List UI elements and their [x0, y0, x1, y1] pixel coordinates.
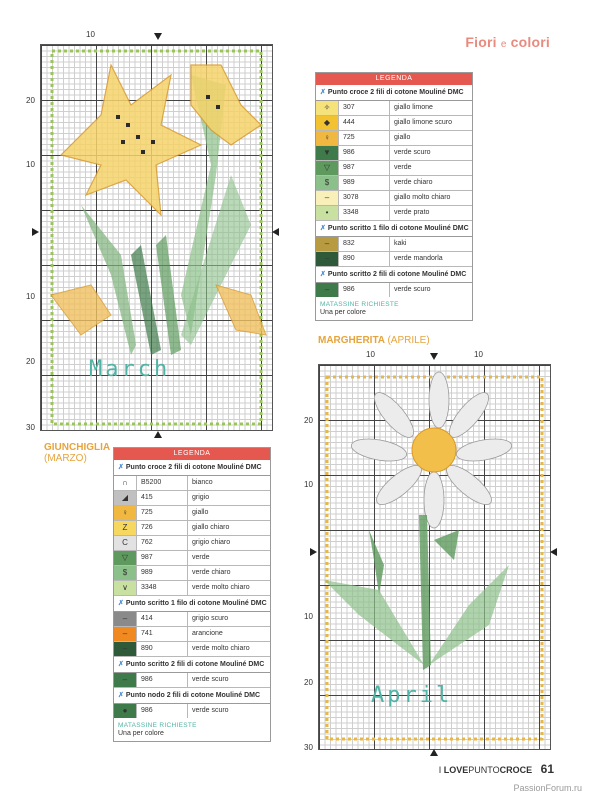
section-title-and: e	[500, 39, 507, 50]
legend-note-label: MATASSINE RICHIESTE	[320, 301, 399, 308]
legend-section-title	[316, 221, 472, 237]
legend-color-name: verde	[394, 164, 412, 171]
legend-symbol: $	[114, 566, 137, 580]
legend-section-label: Punto croce 2 fili di cotone Mouliné DMC	[125, 464, 262, 471]
legend-thread-code: 986	[137, 704, 188, 718]
legend-symbol: ◢	[114, 491, 137, 505]
section-title-part: colori	[510, 34, 550, 50]
legend-row	[114, 521, 270, 536]
chart1-left-label: 10	[26, 160, 35, 169]
chart1-center-arrow-bottom	[154, 431, 162, 438]
page-number: 61	[540, 762, 554, 776]
legend-section-title	[114, 688, 270, 704]
legend-thread-code: 987	[137, 551, 188, 565]
chart1-left-label: 30	[26, 423, 35, 432]
footer-brand: PUNTO	[468, 765, 500, 775]
legend-section-title	[114, 460, 270, 476]
legend-daisy	[113, 447, 271, 742]
footer-brand: CROCE	[499, 765, 533, 775]
chart2-title	[318, 335, 430, 346]
footer-brand: LOVE	[443, 765, 469, 775]
legend-symbol: ▽	[114, 551, 137, 565]
cross-stitch-icon: ✗	[320, 225, 326, 232]
chart2-subtitle: (APRILE)	[387, 335, 430, 346]
legend-row	[114, 476, 270, 491]
small-stem-shape	[369, 530, 384, 595]
daffodil-flower	[61, 65, 201, 215]
legend-thread-code: 725	[137, 506, 188, 520]
chart1-top-label: 10	[86, 30, 95, 39]
legend-row	[114, 566, 270, 581]
chart1-center-arrow-right	[272, 228, 279, 236]
stem-shape	[156, 235, 181, 355]
legend-section-title	[114, 596, 270, 612]
legend-thread-code: 414	[137, 612, 188, 626]
chart1-center-arrow-left	[32, 228, 39, 236]
chart2-left-label: 10	[304, 612, 313, 621]
legend-thread-code: 987	[339, 161, 390, 175]
section-title-part: Fiori	[465, 34, 497, 50]
legend-section-label: Punto scritto 2 fili di cotone Mouliné DMC	[125, 661, 265, 668]
legend-color-name: giallo chiaro	[192, 524, 230, 531]
legend-color-name: verde molto chiaro	[192, 584, 250, 591]
section-title	[465, 34, 550, 50]
cross-stitch-icon: ✗	[320, 271, 326, 278]
legend-note-label: MATASSINE RICHIESTE	[118, 722, 197, 729]
chart1-stitched-word: March	[89, 357, 171, 382]
legend-symbol: C	[114, 536, 137, 550]
legend-color-name: verde scuro	[394, 286, 431, 293]
stem-shape	[419, 515, 431, 670]
leaf-shape	[81, 205, 136, 355]
legend-row	[316, 237, 472, 252]
legend-thread-code: 3348	[339, 206, 390, 220]
legend-thread-code: 832	[339, 237, 390, 251]
legend-note-text: Una per colore	[118, 730, 164, 737]
legend-row	[114, 506, 270, 521]
legend-color-name: giallo	[394, 134, 411, 141]
chart2-stitched-word: April	[371, 683, 453, 708]
daffodil-bud	[216, 285, 266, 335]
legend-symbol: ✧	[316, 101, 339, 115]
legend-row	[114, 581, 270, 596]
legend-thread-code: 989	[339, 176, 390, 190]
legend-header: LEGENDA	[114, 448, 270, 460]
legend-symbol: –	[114, 673, 137, 687]
legend-color-name: kaki	[394, 240, 407, 247]
legend-thread-code: 890	[137, 642, 188, 656]
cross-stitch-icon: ✗	[118, 692, 124, 699]
legend-color-name: verde mandorla	[394, 255, 443, 262]
legend-body	[316, 85, 472, 297]
legend-color-name: giallo limone scuro	[394, 119, 452, 126]
legend-thread-code: 762	[137, 536, 188, 550]
leaf-shape	[324, 580, 424, 665]
legend-color-name: bianco	[192, 479, 213, 486]
legend-section-label: Punto scritto 2 fili di cotone Mouliné DMC	[327, 271, 467, 278]
chart2-center-arrow-right	[550, 548, 557, 556]
legend-row	[316, 146, 472, 161]
legend-symbol: –	[114, 612, 137, 626]
legend-thread-code: 890	[339, 252, 390, 266]
legend-color-name: giallo	[192, 509, 209, 516]
chart1-left-label: 20	[26, 357, 35, 366]
legend-color-name: grigio	[192, 494, 210, 501]
legend-section-label: Punto scritto 1 filo di cotone Mouliné DMC	[125, 600, 267, 607]
chart2-left-label: 20	[304, 416, 313, 425]
stem-shape	[131, 245, 161, 355]
legend-thread-code: 726	[137, 521, 188, 535]
daffodil-bud	[51, 285, 111, 335]
legend-symbol: Z	[114, 521, 137, 535]
legend-color-name: grigio chiaro	[192, 539, 231, 546]
legend-color-name: verde	[192, 554, 210, 561]
cross-stitch-icon: ✗	[118, 661, 124, 668]
cross-stitch-icon: ✗	[320, 89, 326, 96]
legend-section-label: Punto croce 2 fili di cotone Mouliné DMC	[327, 89, 464, 96]
legend-row	[316, 283, 472, 297]
chart2-top-label: 10	[366, 350, 375, 359]
legend-row	[114, 536, 270, 551]
legend-row	[316, 131, 472, 146]
legend-thread-code: 986	[339, 283, 390, 297]
legend-thread-code: 307	[339, 101, 390, 115]
legend-row	[114, 491, 270, 506]
legend-symbol: ●	[114, 704, 137, 718]
legend-color-name: giallo limone	[394, 104, 433, 111]
legend-color-name: verde scuro	[192, 676, 229, 683]
legend-symbol: ♀	[114, 506, 137, 520]
daffodil-flower	[191, 65, 261, 145]
legend-color-name: verde chiaro	[394, 179, 433, 186]
legend-section-title	[114, 657, 270, 673]
chart1-title	[44, 442, 110, 464]
legend-row	[316, 101, 472, 116]
legend-row	[114, 612, 270, 627]
legend-section-title	[316, 85, 472, 101]
legend-color-name: arancione	[192, 630, 223, 637]
bud-leaf-shape	[434, 530, 459, 560]
legend-thread-code: 415	[137, 491, 188, 505]
daisy-center	[412, 428, 456, 472]
chart2-center-arrow-left	[310, 548, 317, 556]
legend-color-name: giallo molto chiaro	[394, 194, 451, 201]
legend-row	[316, 206, 472, 221]
legend-symbol: –	[114, 642, 137, 656]
legend-thread-code: 3078	[339, 191, 390, 205]
chart2-center-arrow-bottom	[430, 749, 438, 756]
legend-color-name: verde scuro	[394, 149, 431, 156]
legend-symbol: •	[316, 206, 339, 220]
legend-daffodil	[315, 72, 473, 321]
legend-row	[316, 116, 472, 131]
legend-thread-code: 989	[137, 566, 188, 580]
chart2-left-label: 30	[304, 743, 313, 752]
watermark: PassionForum.ru	[513, 783, 582, 793]
legend-row	[114, 642, 270, 657]
legend-note-text: Una per colore	[320, 309, 366, 316]
legend-symbol: –	[316, 237, 339, 251]
legend-row	[316, 252, 472, 267]
legend-symbol: –	[316, 252, 339, 266]
legend-thread-code: 986	[339, 146, 390, 160]
legend-color-name: grigio scuro	[192, 615, 229, 622]
chart2-left-label: 10	[304, 480, 313, 489]
legend-row	[316, 161, 472, 176]
legend-body	[114, 460, 270, 718]
legend-color-name: verde molto chiaro	[192, 645, 250, 652]
legend-section-label: Punto nodo 2 fili di cotone Mouliné DMC	[125, 692, 261, 699]
legend-row	[114, 673, 270, 688]
legend-thread-code: B5200	[137, 476, 188, 490]
legend-section-title	[316, 267, 472, 283]
legend-row	[316, 176, 472, 191]
footer-prefix: I	[438, 765, 442, 775]
legend-symbol: –	[114, 627, 137, 641]
legend-symbol: ∨	[114, 581, 137, 595]
legend-row	[114, 704, 270, 718]
legend-symbol: ♀	[316, 131, 339, 145]
leaf-shape	[429, 565, 509, 665]
legend-row	[316, 191, 472, 206]
legend-color-name: verde scuro	[192, 707, 229, 714]
chart1-pattern-grid	[40, 44, 273, 431]
legend-thread-code: 3348	[137, 581, 188, 595]
legend-symbol: $	[316, 176, 339, 190]
legend-symbol: –	[316, 283, 339, 297]
legend-symbol: ∩	[114, 476, 137, 490]
chart2-pattern-grid	[318, 364, 551, 750]
chart1-subtitle: (MARZO)	[44, 453, 87, 464]
legend-header: LEGENDA	[316, 73, 472, 85]
legend-row	[114, 627, 270, 642]
chart2-title-text: MARGHERITA	[318, 335, 385, 346]
cross-stitch-icon: ✗	[118, 464, 124, 471]
legend-thread-code: 444	[339, 116, 390, 130]
chart2-center-arrow-top	[430, 353, 438, 360]
legend-symbol: ▽	[316, 161, 339, 175]
legend-row	[114, 551, 270, 566]
chart2-left-label: 20	[304, 678, 313, 687]
page-footer	[439, 762, 554, 776]
legend-symbol: –	[316, 191, 339, 205]
legend-symbol: ▼	[316, 146, 339, 160]
legend-color-name: verde prato	[394, 209, 430, 216]
chart1-left-label: 10	[26, 292, 35, 301]
cross-stitch-icon: ✗	[118, 600, 124, 607]
legend-thread-code: 741	[137, 627, 188, 641]
chart1-center-arrow-top	[154, 33, 162, 40]
chart1-title-text: GIUNCHIGLIA	[44, 442, 111, 453]
legend-thread-code: 725	[339, 131, 390, 145]
legend-symbol: ◆	[316, 116, 339, 130]
legend-section-label: Punto scritto 1 filo di cotone Mouliné DMC	[327, 225, 469, 232]
chart1-left-label: 20	[26, 96, 35, 105]
legend-thread-code: 986	[137, 673, 188, 687]
chart2-top-label: 10	[474, 350, 483, 359]
legend-color-name: verde chiaro	[192, 569, 231, 576]
